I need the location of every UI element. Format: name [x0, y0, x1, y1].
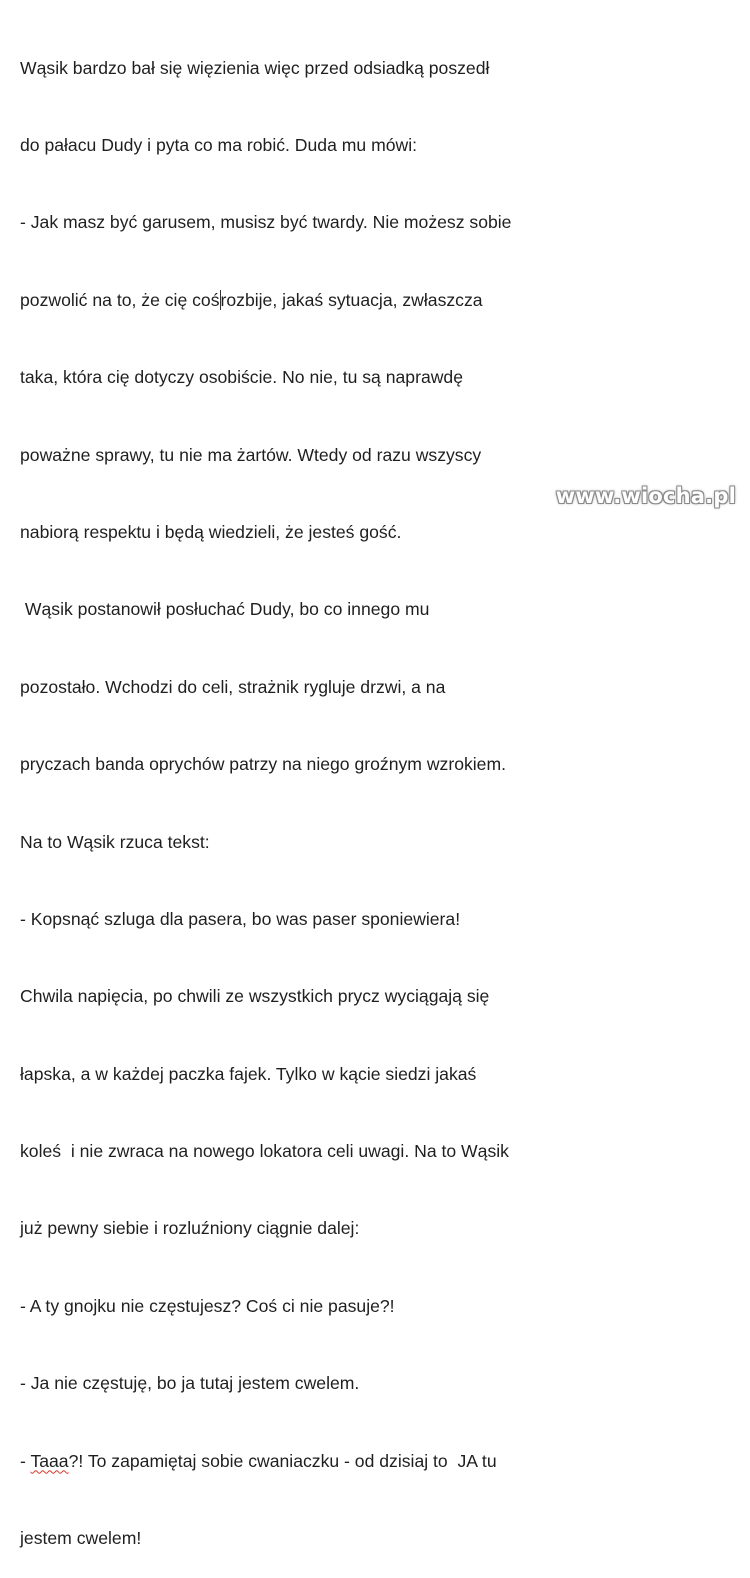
- text-line: taka, która cię dotyczy osobiście. No nie, tu są naprawdę: [20, 367, 464, 388]
- document-body: [20, 4, 740, 1578]
- text-line: już pewny siebie i rozluźniony ciągnie dalej:: [20, 1218, 360, 1239]
- text-line: pozostało. Wchodzi do celi, strażnik rygluje drzwi, a na: [20, 676, 446, 697]
- spellcheck-word[interactable]: Taaa: [30, 1450, 69, 1471]
- text-line: [20, 1449, 740, 1475]
- text-line: - Jak masz być garusem, musisz być twardy. Nie możesz sobie: [20, 212, 512, 233]
- text-segment: -: [20, 1450, 31, 1471]
- text-line: Na to Wąsik rzuca tekst:: [20, 831, 210, 852]
- text-line: - A ty gnojku nie częstujesz? Coś ci nie pasuje?!: [20, 1295, 395, 1316]
- text-line: jestem cwelem!: [20, 1528, 142, 1549]
- text-segment: rozbije, jakaś sytuacja, zwłaszcza: [220, 289, 483, 310]
- text-line: Chwila napięcia, po chwili ze wszystkich prycz wyciągają się: [20, 986, 490, 1007]
- text-line: łapska, a w każdej paczka fajek. Tylko w kącie siedzi jakaś: [20, 1063, 477, 1084]
- text-line: [20, 288, 740, 314]
- watermark-logo: www.wiocha.pl: [555, 484, 736, 508]
- text-line: poważne sprawy, tu nie ma żartów. Wtedy od razu wszyscy: [20, 444, 482, 465]
- text-line: nabiorą respektu i będą wiedzieli, że jesteś gość.: [20, 521, 402, 542]
- text-line: Wąsik postanowił posłuchać Dudy, bo co innego mu: [20, 599, 430, 620]
- text-line: do pałacu Dudy i pyta co ma robić. Duda mu mówi:: [20, 134, 418, 155]
- text-segment: pozwolić na to, że cię coś: [20, 289, 220, 310]
- text-line: - Ja nie częstuję, bo ja tutaj jestem cwelem.: [20, 1373, 360, 1394]
- text-line: - Kopsnąć szluga dla pasera, bo was paser sponiewiera!: [20, 908, 461, 929]
- text-line: koleś i nie zwraca na nowego lokatora celi uwagi. Na to Wąsik: [20, 1141, 509, 1162]
- text-line: Wąsik bardzo bał się więzienia więc przed odsiadką poszedł: [20, 57, 490, 78]
- text-segment: ?! To zapamiętaj sobie cwaniaczku - od dzisiaj to JA tu: [68, 1450, 497, 1471]
- text-line: pryczach banda oprychów patrzy na niego groźnym wzrokiem.: [20, 754, 507, 775]
